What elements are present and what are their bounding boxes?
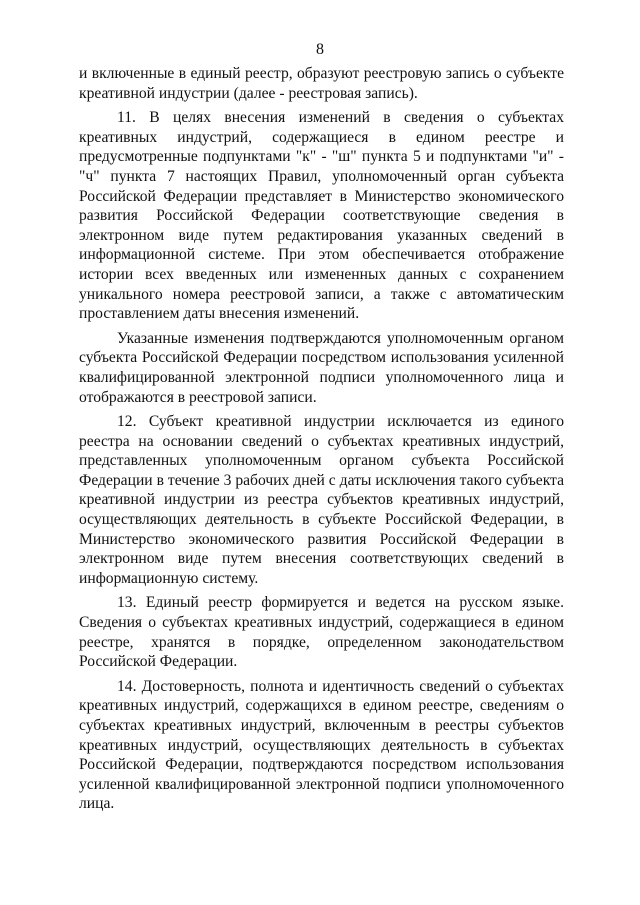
paragraph-item-11-confirmation: Указанные изменения подтверждаются уполномоченным органом субъекта Российской Федерации посредством использования усиленной квалифицированной электронной подписи уполномоченного лица и отображаются в реестровой записи. bbox=[79, 329, 564, 406]
paragraph-item-13: 13. Единый реестр формируется и ведется на русском языке. Сведения о субъектах креативных индустрий, содержащиеся в едином реестре, хранятся в порядке, определенном законодательством Российской Федерации. bbox=[79, 594, 564, 671]
paragraph-continuation: и включенные в единый реестр, образуют реестровую запись о субъекте креативной индустрии (далее - реестровая запись). bbox=[79, 65, 564, 102]
paragraph-item-12: 12. Субъект креативной индустрии исключается из единого реестра на основании сведений о субъектах креативных индустрий, представленных уполномоченным органом субъекта Российской Федерации в течение 3 рабочих дней с даты исключения такого субъекта креативной индустрии из реестра субъектов креативных индустрий, осуществляющих деятельность в субъекте Российской Федерации, в Министерство экономического развития Российской Федерации в электронном виде путем внесения соответствующих сведений в информационную систему. bbox=[79, 413, 564, 587]
paragraph-item-14: 14. Достоверность, полнота и идентичность сведений о субъектах креативных индустрий, содержащихся в едином реестре, сведениям о субъектах креативных индустрий, включенным в реестры субъектов креативных индустрий, осуществляющих деятельность в субъектах Российской Федерации, подтверждаются посредством использования усиленной квалифицированной электронной подписи уполномоченного лица. bbox=[79, 677, 564, 813]
document-body bbox=[79, 64, 564, 814]
paragraph-item-11: 11. В целях внесения изменений в сведения о субъектах креативных индустрий, содержащиеся в едином реестре и предусмотренные подпунктами "к" - "ш" пункта 5 и подпунктами "и" - "ч" пункта 7 настоящих Правил, уполномоченный орган субъекта Российской Федерации представляет в Министерство экономического развития Российской Федерации соответствующие сведения в электронном виде путем редактирования указанных сведений в информационной системе. При этом обеспечивается отображение истории всех введенных или измененных данных с сохранением уникального номера реестровой записи, а также с автоматическим проставлением даты внесения изменений. bbox=[79, 109, 564, 323]
page-number: 8 bbox=[316, 41, 324, 58]
